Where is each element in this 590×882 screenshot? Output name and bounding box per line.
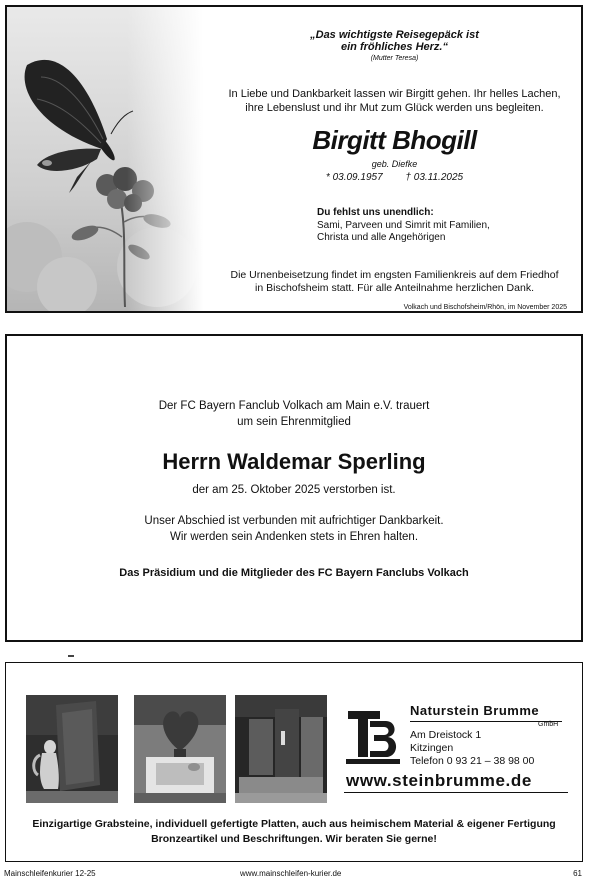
deceased-name: Herrn Waldemar Sperling (162, 449, 426, 474)
page-number: 61 (573, 869, 582, 878)
quote-author: (Mutter Teresa) (370, 55, 419, 62)
stonemason-advert (5, 662, 583, 862)
company-name: Naturstein Brumme (410, 703, 540, 718)
photo-fade (127, 7, 217, 311)
farewell-line: Unser Abschied ist verbunden mit aufrichtiger Dankbarkeit. (144, 515, 444, 527)
slogan-line: Einzigartige Grabsteine, individuell gefertigte Platten, auch aus heimischem Material & eigener Fertigung (32, 818, 556, 830)
intro-text: In Liebe und Dankbarkeit lassen wir Birgitt gehen. Ihr helles Lachen, ihre Lebenslust und ihr Mut zum Glück werden uns begleiten. (228, 88, 561, 114)
burial-line: in Bischofsheim statt. Für alle Anteilnahme herzlichen Dank. (255, 282, 534, 294)
phone-number: Telefon 0 93 21 – 38 98 00 (410, 755, 535, 767)
maiden-name: geb. Diefke (371, 159, 418, 169)
gravestone-heart-photo (134, 695, 226, 803)
obituary-birgitt (5, 5, 583, 313)
mourners-list (317, 220, 490, 244)
place-date: Volkach und Bischofsheim/Rhön, im November 2025 (403, 304, 567, 311)
divider-mark (68, 655, 74, 657)
birth-date: * 03.09.1957 (325, 172, 383, 183)
divider (344, 792, 568, 793)
club-line: um sein Ehrenmitglied (237, 416, 351, 428)
club-announcement (7, 398, 581, 430)
death-notice: der am 25. Oktober 2025 verstorben ist. (192, 484, 396, 496)
obituary-sperling (5, 334, 583, 642)
publication-url: www.mainschleifen-kurier.de (240, 869, 342, 878)
quote: „Das wichtigste Reisegepäck ist ein fröhliches Herz.“ (310, 29, 479, 53)
mourners-line: Christa und alle Angehörigen (317, 232, 446, 243)
city: Kitzingen (410, 742, 454, 754)
life-dates (212, 172, 577, 183)
legal-form: GmbH (538, 721, 559, 728)
burial-line: Die Urnenbeisetzung findet im engsten Familienkreis auf dem Friedhof (230, 269, 559, 281)
website-url: www.steinbrumme.de (346, 771, 532, 790)
farewell-line: Wir werden sein Andenken stets in Ehren halten. (169, 531, 419, 543)
burial-notice (212, 269, 577, 295)
advert-slogan (6, 817, 582, 847)
street-address: Am Dreistock 1 (410, 729, 482, 741)
signature: Das Präsidium und die Mitglieder des FC Bayern Fanclubs Volkach (119, 567, 469, 579)
slogan-line: Bronzeartikel und Beschriftungen. Wir beraten Sie gerne! (151, 833, 437, 845)
farewell-text (7, 513, 581, 545)
club-line: Der FC Bayern Fanclub Volkach am Main e.V. trauert (158, 400, 430, 412)
gravestone-angel-photo (26, 695, 118, 803)
mourners-line: Sami, Parveen und Simrit mit Familien, (317, 220, 490, 231)
deceased-name: Birgitt Bhogill (312, 125, 477, 155)
gravestone-granite-photo (235, 695, 327, 803)
publication-name: Mainschleifenkurier 12-25 (4, 869, 96, 878)
death-date: † 03.11.2025 (405, 172, 464, 183)
company-logo (344, 707, 402, 765)
mourners-heading: Du fehlst uns unendlich: (317, 207, 434, 218)
